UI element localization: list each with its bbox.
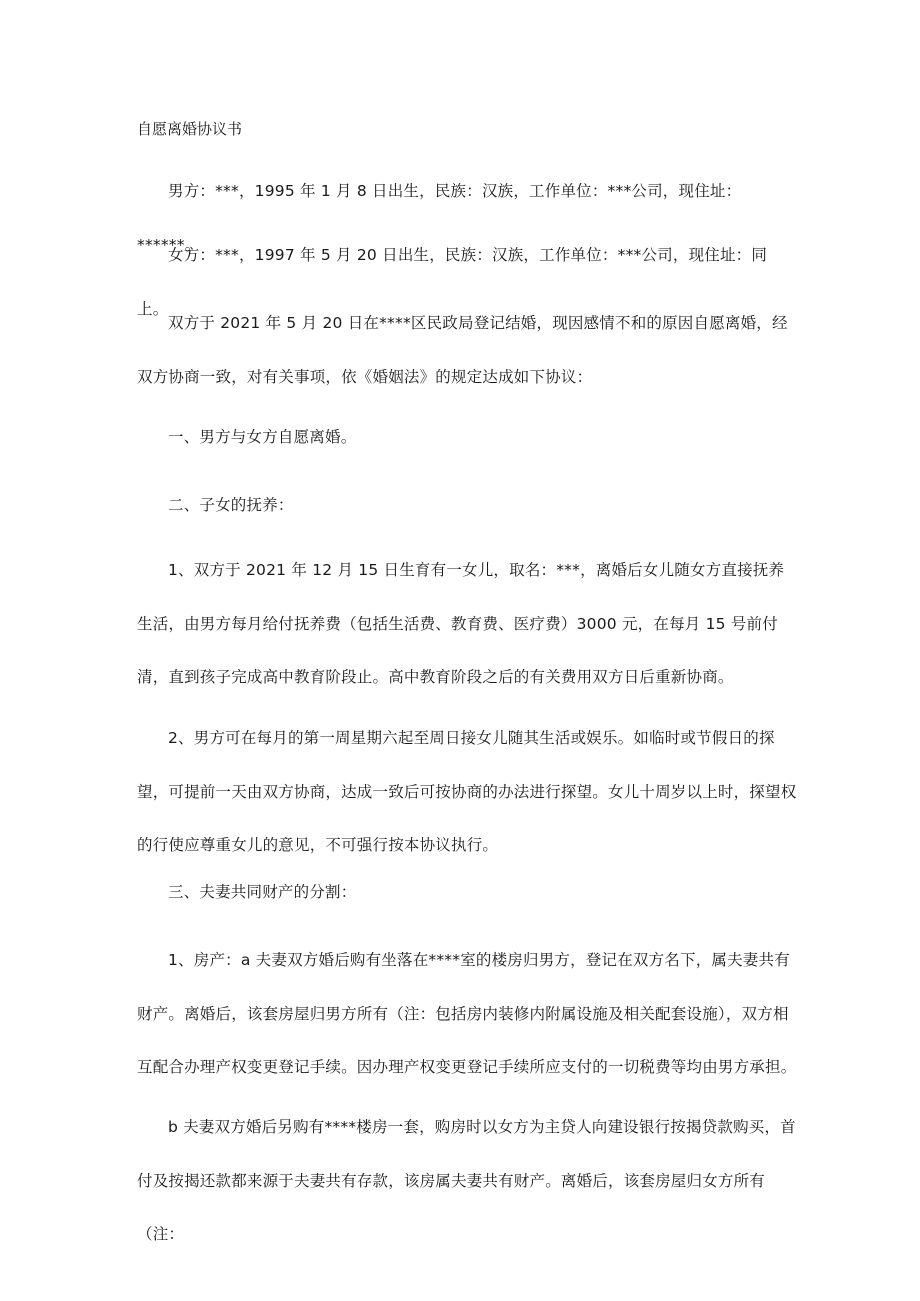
section-heading-property: 三、夫妻共同财产的分割：	[168, 883, 357, 901]
paragraph-female-info: 女方：***，1997 年 5 月 20 日出生，民族：汉族，工作单位：***公司，现住址：同上。	[137, 246, 768, 318]
section-heading-divorce: 一、男方与女方自愿离婚。	[168, 428, 357, 446]
paragraph-visitation: 2、男方可在每月的第一周星期六起至周日接女儿随其生活或娱乐。如临时或节假日的探望，可提前一天由双方协商，达成一致后可按协商的办法进行探望。女儿十周岁以上时，探望权的行使应尊重女儿的意见，不可强行按本协议执行。	[137, 729, 797, 854]
paragraph-male-info: 男方：***，1995 年 1 月 8 日出生，民族：汉族，工作单位：***公司，现住址：******。	[137, 182, 742, 254]
paragraph-intro: 双方于 2021 年 5 月 20 日在****区民政局登记结婚，现因感情不和的原因自愿离婚，经双方协商一致，对有关事项，依《婚姻法》的规定达成如下协议：	[137, 314, 788, 386]
section-heading-child-custody: 二、子女的抚养：	[168, 496, 294, 514]
paragraph-house-b: b 夫妻双方婚后另购有****楼房一套，购房时以女方为主贷人向建设银行按揭贷款购买，首付及按揭还款都来源于夫妻共有存款，该房属夫妻共有财产。离婚后，该套房屋归女方所有（注：	[137, 1118, 796, 1243]
paragraph-child-support: 1、双方于 2021 年 12 月 15 日生育有一女儿，取名：***，离婚后女儿随女方直接抚养生活，由男方每月给付抚养费（包括生活费、教育费、医疗费）3000 元，在每月 15 号前付清，直到孩子完成高中教育阶段止。高中教育阶段之后的有关费用双方日后重新协商。	[137, 561, 785, 686]
paragraph-house-a: 1、房产：a 夫妻双方婚后购有坐落在****室的楼房归男方，登记在双方名下，属夫妻共有财产。离婚后，该套房屋归男方所有（注：包括房内装修内附属设施及相关配套设施），双方相互配合办理产权变更登记手续。因办理产权变更登记手续所应支付的一切税费等均由男方承担。	[137, 951, 797, 1076]
document-title: 自愿离婚协议书	[137, 120, 243, 138]
